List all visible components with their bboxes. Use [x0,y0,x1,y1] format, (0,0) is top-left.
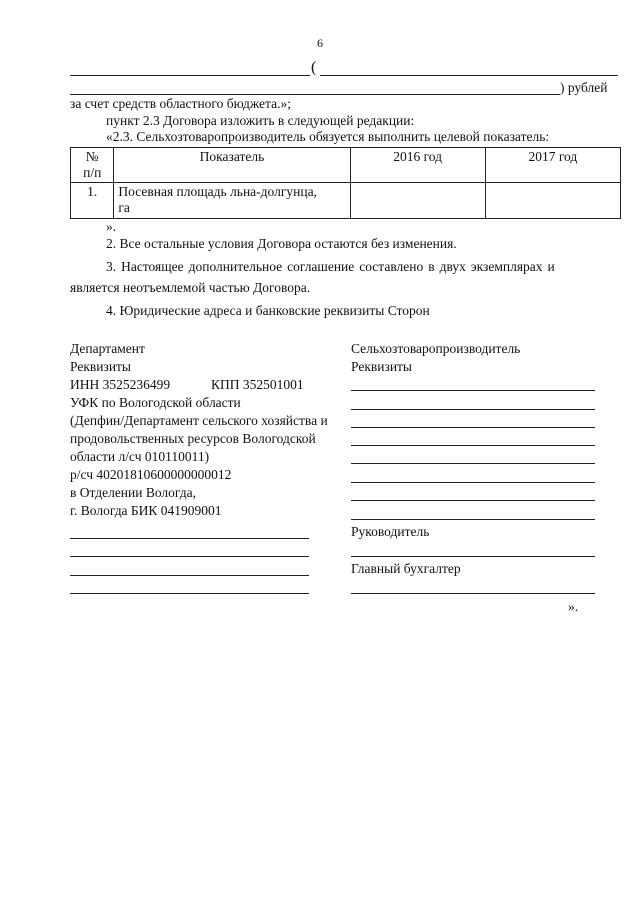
header-year-2016: 2016 год [350,148,485,183]
left-party-kpp: КПП 352501001 [211,377,304,392]
open-paren: ( [311,59,317,76]
left-signature-line-1 [70,538,309,539]
left-party-ufk: УФК по Вологодской области [70,395,241,410]
left-signature-line-4 [70,593,309,594]
right-requisites-line-2 [351,409,595,410]
page-number: 6 [317,36,323,50]
indicator-table [70,147,621,219]
left-signature-line-2 [70,556,309,557]
budget-line: за счет средств областного бюджета.»; [70,96,291,111]
right-requisites-line-1 [351,390,595,391]
header-indicator: Показатель [114,148,350,183]
row-indicator-line1: Посевная площадь льна-долгунца, [118,184,317,199]
left-party-bank-b: г. Вологда БИК 041909001 [70,503,222,518]
left-party-line-a: (Депфин/Департамент сельского хозяйства и [70,413,328,428]
closing-quote: ». [106,219,117,234]
paragraph-4: 4. Юридические адреса и банковские реквизиты Сторон [106,303,430,318]
accountant-signature-line [351,593,595,594]
left-party-line-b: продовольственных ресурсов Вологодской [70,431,316,446]
paragraph-2: 2. Все остальные условия Договора остаются без изменения. [106,236,457,251]
right-party-name: Сельхозтоваропроизводитель [351,341,521,356]
row-value-2017[interactable] [485,183,620,219]
amount-words-blank-line-1 [320,75,618,76]
left-party-line-c: области л/сч 010110011) [70,449,210,464]
right-requisites-line-6 [351,482,595,483]
header-num [71,148,114,183]
accountant-label: Главный бухгалтер [351,561,461,576]
right-requisites-line-7 [351,500,595,501]
table-header-row [71,148,621,183]
head-signature-line [351,556,595,557]
amount-blank-line [70,75,310,76]
head-label: Руководитель [351,524,430,539]
right-requisites-line-3 [351,427,595,428]
left-signature-line-3 [70,575,309,576]
left-party-name: Департамент [70,341,145,356]
right-requisites-line-4 [351,445,595,446]
row-indicator [114,183,350,219]
right-requisites-line-8 [351,519,595,520]
row-indicator-line2: га [118,200,130,215]
clause-text: «2.3. Сельхозтоваропроизводитель обязуется выполнить целевой показатель: [106,129,550,144]
left-party-requisites-label: Реквизиты [70,359,132,374]
left-party-inn: ИНН 3525236499 [70,377,171,392]
row-value-2016[interactable] [350,183,485,219]
amount-words-blank-line-2 [70,94,560,95]
row-num: 1. [71,183,114,219]
paragraph-3-line-2: является неотъемлемой частью Договора. [70,280,311,295]
right-requisites-line-5 [351,463,595,464]
left-party-account: р/сч 40201810600000000012 [70,467,232,482]
left-party-bank-a: в Отделении Вологда, [70,485,197,500]
right-party-requisites-label: Реквизиты [351,359,413,374]
header-num-line2: п/п [83,165,102,180]
table-row [71,183,621,219]
header-year-2017: 2017 год [485,148,620,183]
final-quote: ». [568,599,579,614]
paragraph-3-line-1: 3. Настоящее дополнительное соглашение составлено в двух экземплярах и [106,259,555,274]
clause-intro: пункт 2.3 Договора изложить в следующей редакции: [106,113,415,128]
rubles-label: ) рублей [560,80,608,95]
header-num-line1: № [85,149,99,164]
